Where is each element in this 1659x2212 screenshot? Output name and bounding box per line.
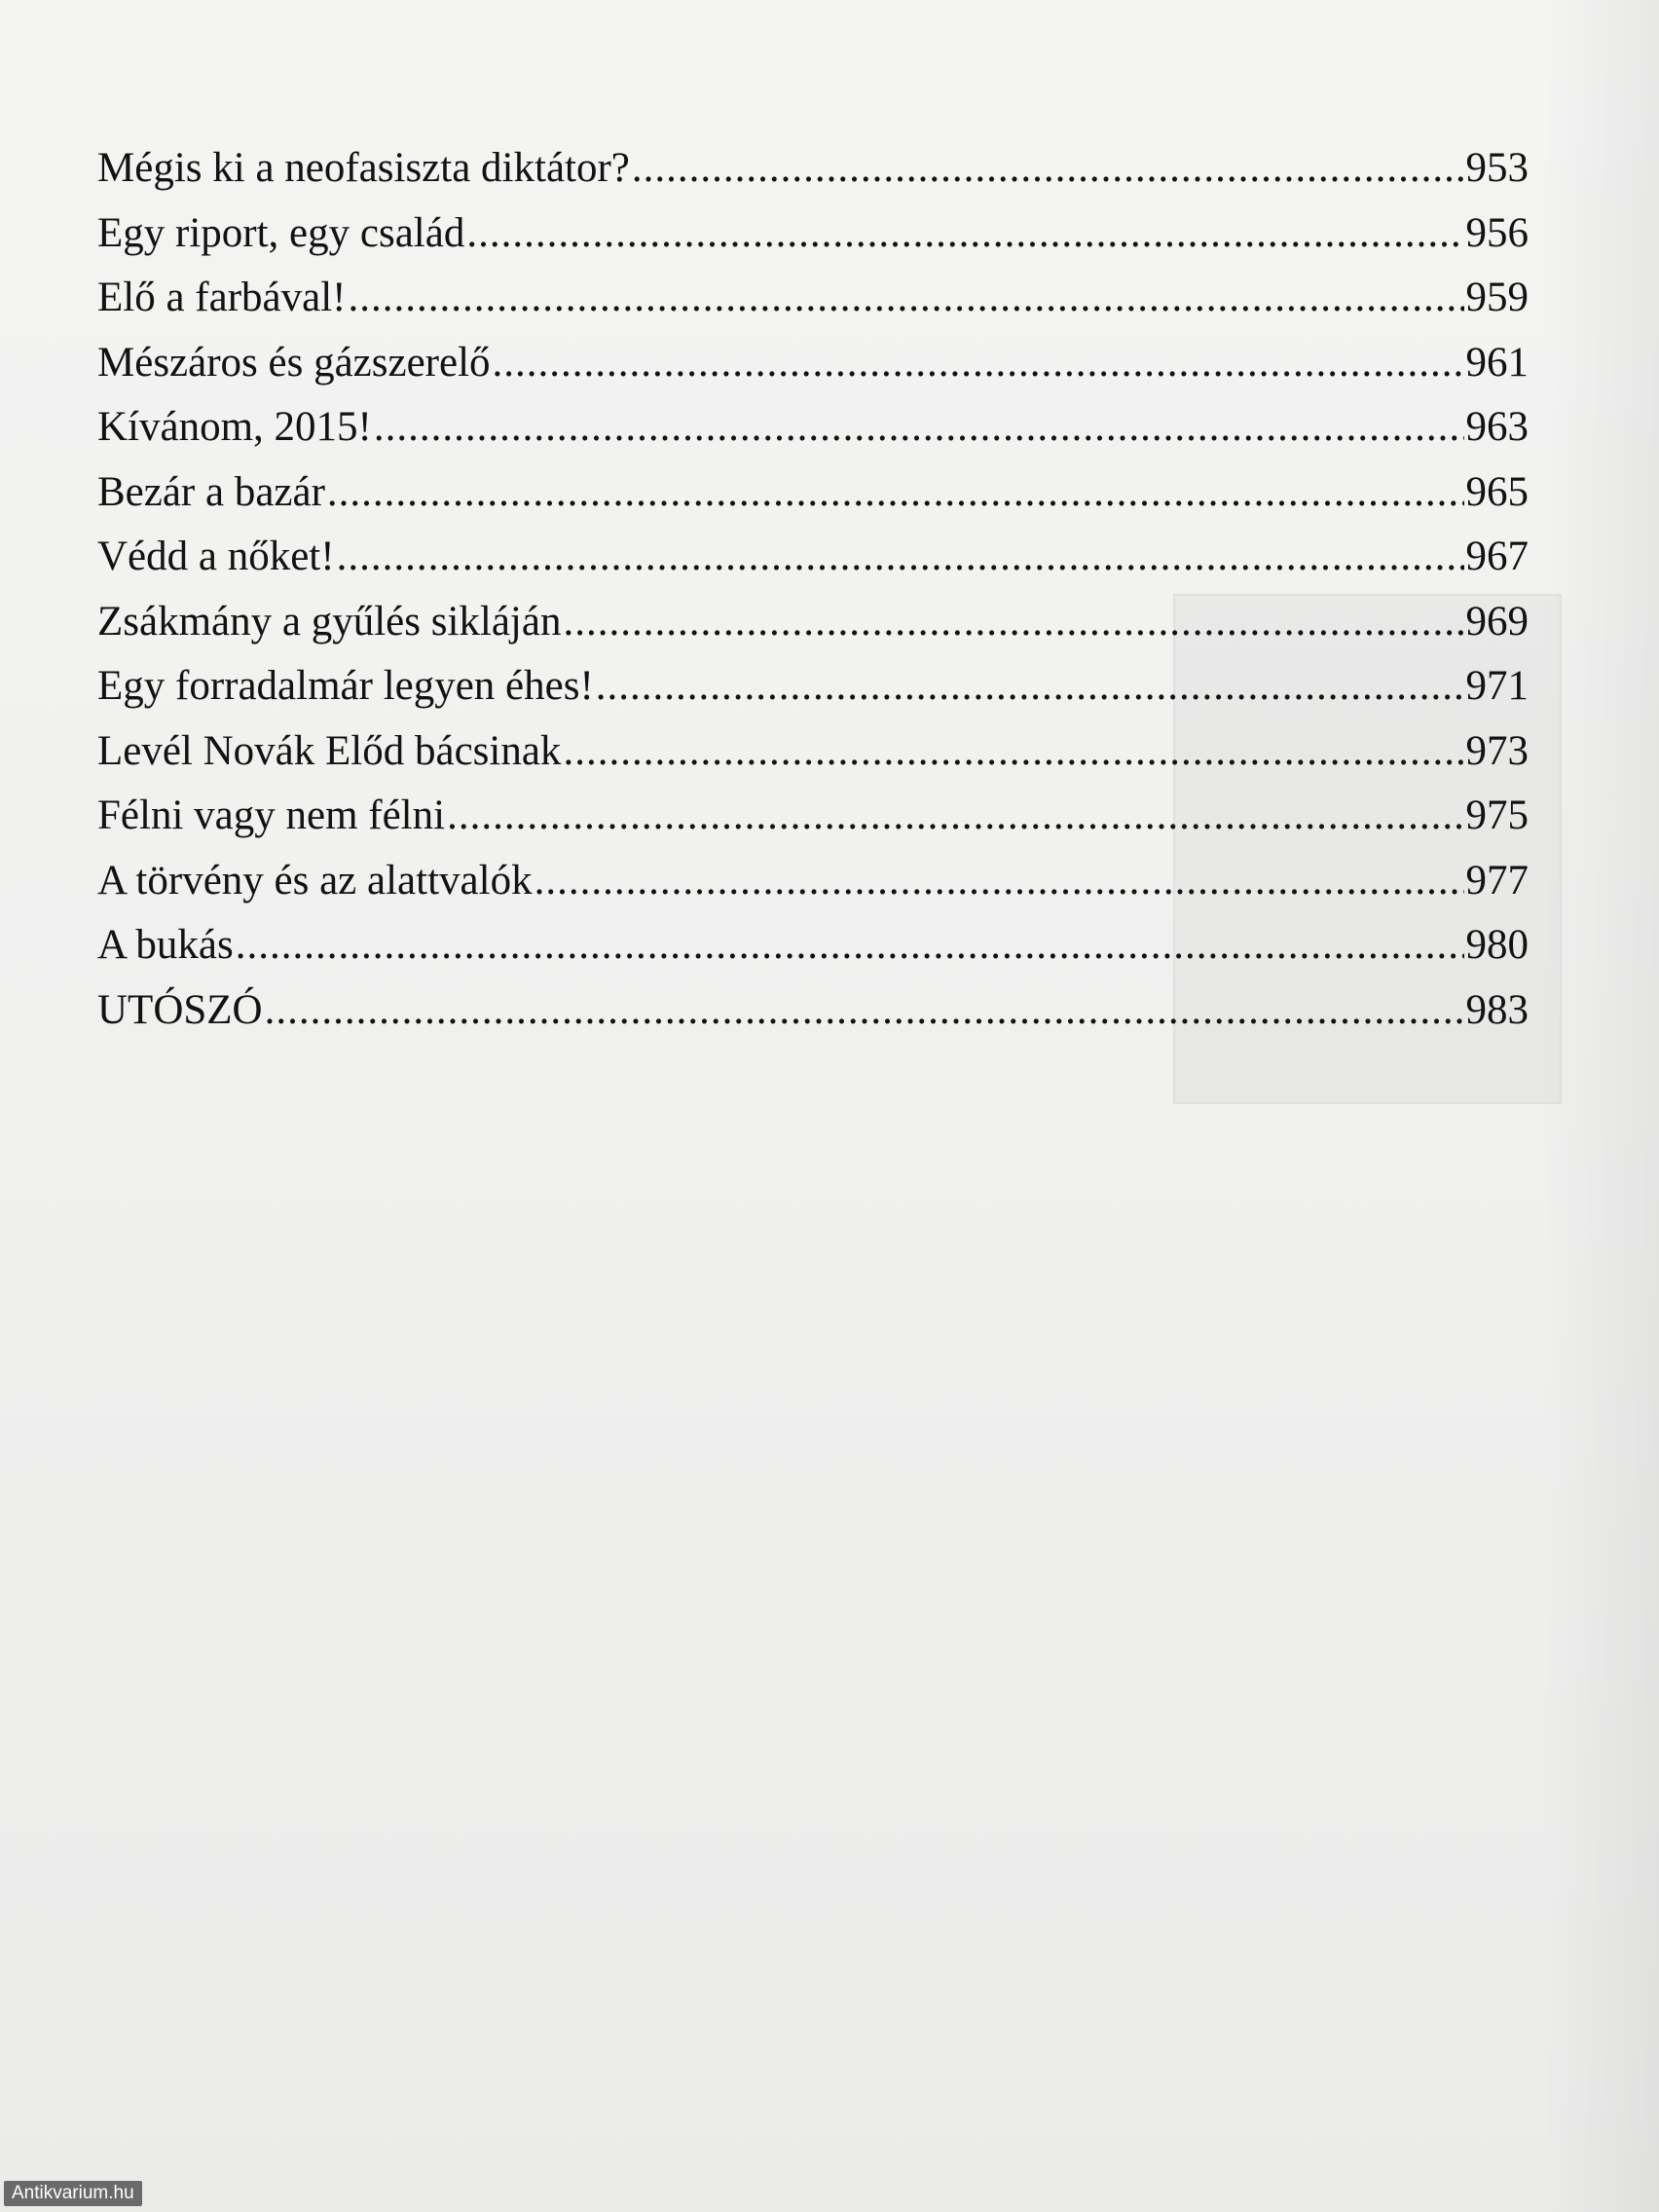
toc-entry <box>97 978 1529 1044</box>
toc-leader-dots <box>374 395 1464 461</box>
toc-entry-title: Levél Novák Előd bácsinak <box>97 727 562 774</box>
toc-entry-page: 973 <box>1465 727 1529 774</box>
toc-entry-title: A törvény és az alattvalók <box>97 857 533 903</box>
toc-entry-title: Védd a nőket! <box>97 534 335 579</box>
toc-entry-title: Kívánom, 2015! <box>97 404 372 450</box>
toc-leader-dots <box>265 978 1464 1044</box>
toc-entry-title: A bukás <box>97 922 234 968</box>
toc-entry-title: Zsákmány a gyűlés sikláján <box>97 598 562 645</box>
toc-leader-dots <box>337 525 1464 590</box>
toc-leader-dots <box>348 266 1463 331</box>
toc-entry <box>97 590 1529 655</box>
toc-entry <box>97 461 1529 526</box>
toc-leader-dots <box>535 849 1464 914</box>
toc-entry <box>97 525 1529 590</box>
toc-entry-title: Mégis ki a neofasiszta diktátor? <box>97 145 630 191</box>
toc-entry-title: UTÓSZÓ <box>97 986 263 1033</box>
toc-entry-page: 959 <box>1465 275 1529 320</box>
toc-entry-page: 956 <box>1465 209 1529 256</box>
toc-leader-dots <box>466 202 1463 267</box>
toc-entry-page: 971 <box>1465 663 1529 709</box>
toc-entry <box>97 849 1529 914</box>
toc-entry-title: Egy riport, egy család <box>97 209 465 256</box>
toc-entry <box>97 784 1529 849</box>
toc-entry-page: 961 <box>1465 339 1529 386</box>
toc-entry-title: Félni vagy nem félni <box>97 793 446 838</box>
toc-entry-page: 975 <box>1465 793 1529 838</box>
toc-entry-title: Elő a farbával! <box>97 275 347 320</box>
toc-entry <box>97 266 1529 331</box>
toc-entry <box>97 136 1529 202</box>
toc-leader-dots <box>563 719 1463 785</box>
toc-entry-page: 967 <box>1465 534 1529 579</box>
toc-entry <box>97 719 1529 785</box>
toc-entry-page: 965 <box>1465 468 1529 515</box>
toc-entry-page: 969 <box>1465 598 1529 645</box>
toc-entry-title: Bezár a bazár <box>97 468 325 515</box>
toc-entry-page: 983 <box>1465 986 1529 1033</box>
toc-entry-page: 963 <box>1465 404 1529 450</box>
toc-leader-dots <box>327 461 1464 526</box>
toc-entry <box>97 331 1529 396</box>
table-of-contents <box>97 136 1529 1043</box>
toc-entry-page: 953 <box>1465 145 1529 191</box>
toc-entry <box>97 654 1529 719</box>
toc-entry <box>97 202 1529 267</box>
toc-entry-title: Mészáros és gázszerelő <box>97 339 491 386</box>
site-watermark: Antikvarium.hu <box>4 2181 142 2206</box>
toc-leader-dots <box>632 136 1464 202</box>
toc-entry-page: 980 <box>1465 922 1529 968</box>
toc-entry <box>97 395 1529 461</box>
page-edge-shadow <box>1542 0 1659 2212</box>
toc-entry-title: Egy forradalmár legyen éhes! <box>97 663 594 709</box>
toc-leader-dots <box>493 331 1464 396</box>
toc-leader-dots <box>596 654 1464 719</box>
toc-leader-dots <box>563 590 1463 655</box>
toc-entry-page: 977 <box>1465 857 1529 903</box>
toc-entry <box>97 913 1529 978</box>
toc-leader-dots <box>236 913 1464 978</box>
toc-leader-dots <box>447 784 1463 849</box>
